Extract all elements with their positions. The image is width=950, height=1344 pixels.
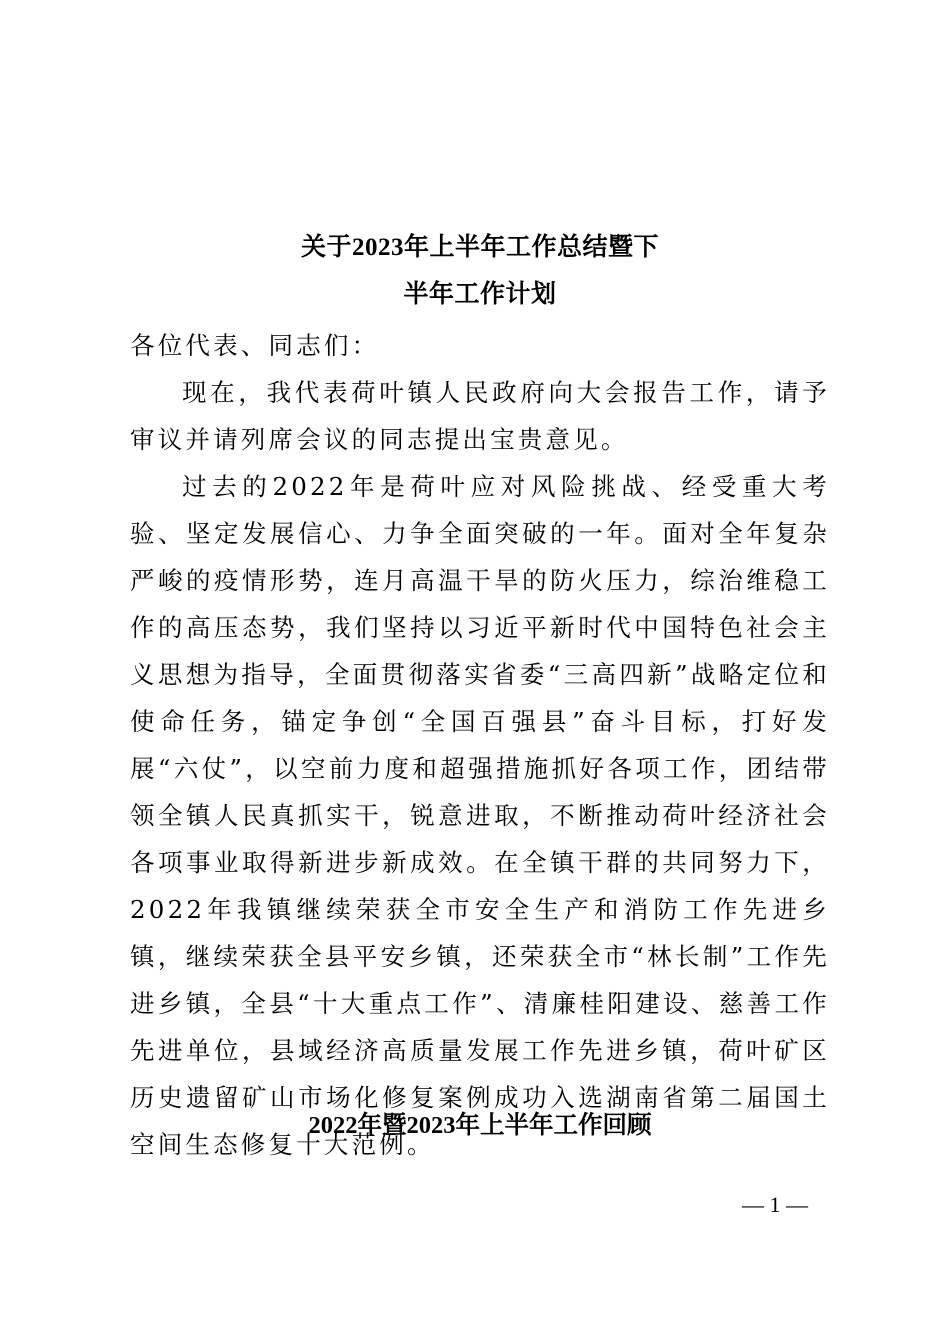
salutation: 各位代表、同志们： xyxy=(130,331,380,360)
document-body xyxy=(130,322,830,1168)
paragraph-review-2022: 过去的2022年是荷叶应对风险挑战、经受重大考验、坚定发展信心、力争全面突破的一年。面对全年复杂严峻的疫情形势，连月高温干旱的防火压力，综治维稳工作的高压态势，我们坚持以习近平新时代中国特色社会主义思想为指导，全面贯彻落实省委“三高四新”战略定位和使命任务，锚定争创“全国百强县”奋斗目标，打好发展“六仗”，以空前力度和超强措施抓好各项工作，团结带领全镇人民真抓实干，锐意进取，不断推动荷叶经济社会各项事业取得新进步新成效。在全镇干群的共同努力下，2022年我镇继续荣获全市安全生产和消防工作先进乡镇，继续荣获全县平安乡镇，还荣获全市“林长制”工作先进乡镇，全县“十大重点工作”、清廉桂阳建设、慈善工作先进单位，县域经济高质量发展工作先进乡镇，荷叶矿区历史遗留矿山市场化修复案例成功入选湖南省第二届国土空间生态修复十大范例。 xyxy=(130,472,830,1159)
page-number: — 1 — xyxy=(742,1192,808,1217)
document-title-line-1: 关于2023年上半年工作总结暨下 xyxy=(300,234,659,261)
paragraph-intro: 现在，我代表荷叶镇人民政府向大会报告工作，请予审议并请列席会议的同志提出宝贵意见。 xyxy=(130,378,830,454)
section-heading: 2022年暨2023年上半年工作回顾 xyxy=(308,1112,652,1139)
document-title-line-2: 半年工作计划 xyxy=(403,281,557,308)
